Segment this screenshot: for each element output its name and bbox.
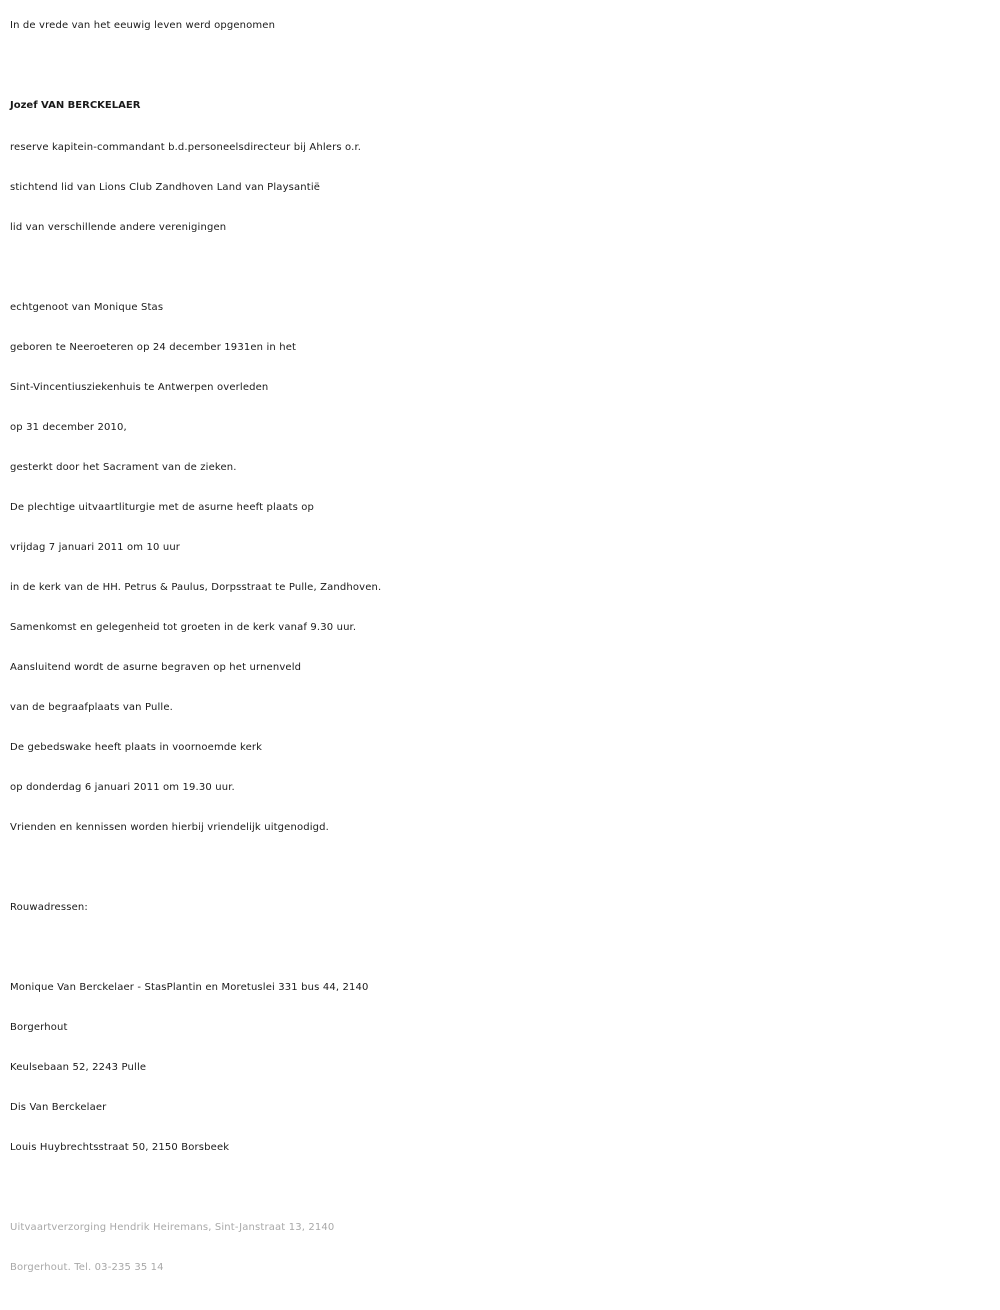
address-line: Louis Huybrechtsstraat 50, 2150 Borsbeek bbox=[10, 1142, 230, 1153]
body-line: op donderdag 6 januari 2011 om 19.30 uur. bbox=[10, 782, 235, 793]
address-line: Monique Van Berckelaer - StasPlantin en Moretuslei 331 bus 44, 2140 bbox=[10, 982, 369, 993]
title-line: lid van verschillende andere verenigingen bbox=[10, 222, 227, 233]
body-line: in de kerk van de HH. Petrus & Paulus, Dorpsstraat te Pulle, Zandhoven. bbox=[10, 582, 382, 593]
obituary-notice bbox=[10, 6, 995, 1288]
spacer bbox=[10, 848, 995, 888]
spacer bbox=[10, 1168, 995, 1208]
footer-line: Borgerhout. Tel. 03-235 35 14 bbox=[10, 1262, 164, 1273]
body-line: De plechtige uitvaartliturgie met de asurne heeft plaats op bbox=[10, 502, 315, 513]
address-line: Borgerhout bbox=[10, 1022, 68, 1033]
address-line: Dis Van Berckelaer bbox=[10, 1102, 107, 1113]
footer-line: Uitvaartverzorging Hendrik Heiremans, Sint-Janstraat 13, 2140 bbox=[10, 1222, 335, 1233]
spacer bbox=[10, 928, 995, 968]
deceased-name: Jozef VAN BERCKELAER bbox=[10, 100, 141, 111]
body-line: echtgenoot van Monique Stas bbox=[10, 302, 164, 313]
spacer bbox=[10, 248, 995, 288]
body-line: Sint-Vincentiusziekenhuis te Antwerpen overleden bbox=[10, 382, 269, 393]
body-line: De gebedswake heeft plaats in voornoemde kerk bbox=[10, 742, 263, 753]
spacer bbox=[10, 46, 995, 84]
title-line: reserve kapitein-commandant b.d.personeelsdirecteur bij Ahlers o.r. bbox=[10, 142, 362, 153]
body-line: op 31 december 2010, bbox=[10, 422, 127, 433]
titles-block bbox=[10, 128, 995, 248]
body-block bbox=[10, 288, 995, 848]
funeral-home-footer bbox=[10, 1208, 995, 1288]
body-line: Samenkomst en gelegenheid tot groeten in de kerk vanaf 9.30 uur. bbox=[10, 622, 357, 633]
intro-text: In de vrede van het eeuwig leven werd opgenomen bbox=[10, 20, 276, 31]
addresses-heading: Rouwadressen: bbox=[10, 902, 88, 913]
address-line: Keulsebaan 52, 2243 Pulle bbox=[10, 1062, 147, 1073]
body-line: gesterkt door het Sacrament van de zieken. bbox=[10, 462, 237, 473]
body-line: Vrienden en kennissen worden hierbij vriendelijk uitgenodigd. bbox=[10, 822, 329, 833]
title-line: stichtend lid van Lions Club Zandhoven Land van Playsantië bbox=[10, 182, 321, 193]
body-line: van de begraafplaats van Pulle. bbox=[10, 702, 173, 713]
addresses-block bbox=[10, 968, 995, 1168]
body-line: vrijdag 7 januari 2011 om 10 uur bbox=[10, 542, 181, 553]
body-line: Aansluitend wordt de asurne begraven op het urnenveld bbox=[10, 662, 302, 673]
body-line: geboren te Neeroeteren op 24 december 1931en in het bbox=[10, 342, 297, 353]
